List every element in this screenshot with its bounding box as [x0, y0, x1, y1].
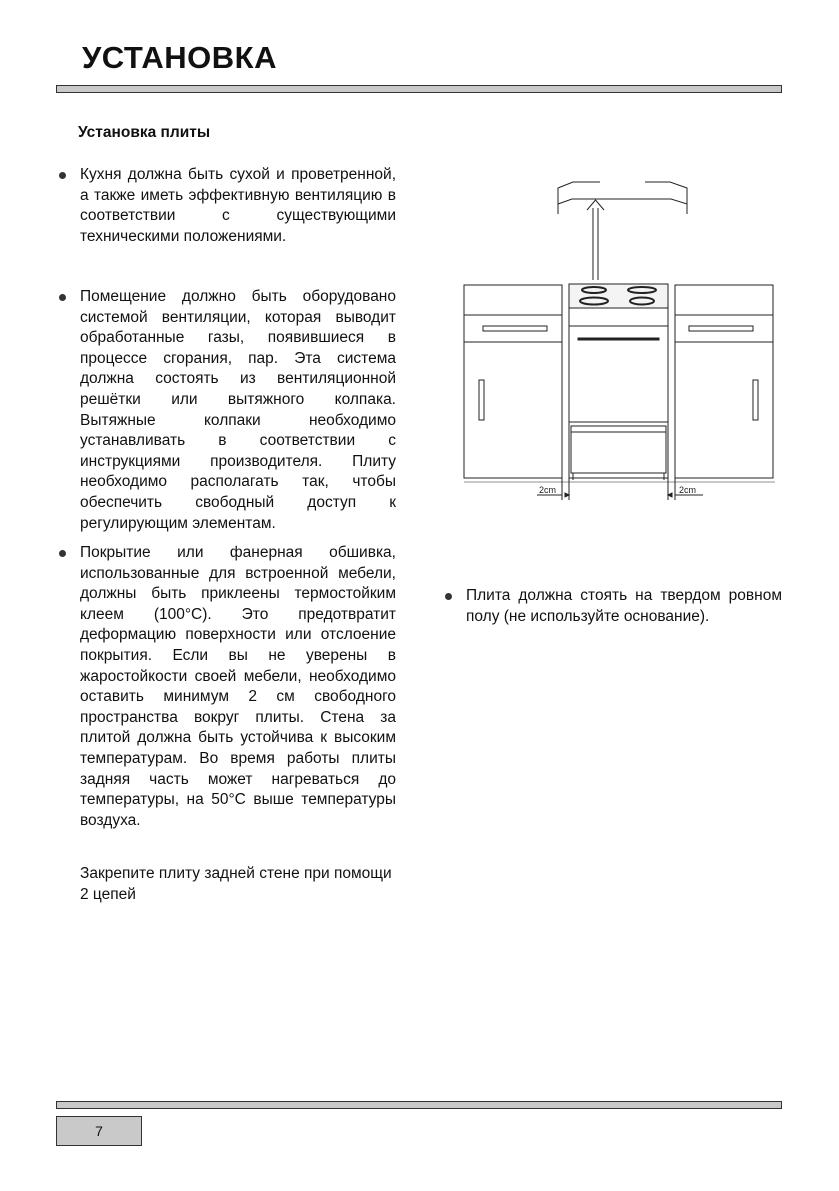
bullet-text: Плита должна стоять на твердом ровном полу (не используйте основание).	[466, 587, 782, 625]
right-cabinet	[675, 285, 773, 478]
bullet-item-kitchen	[80, 165, 396, 247]
bullet-item-floor	[466, 586, 782, 627]
bullet-text: Помещение должно быть оборудовано системой вентиляции, которая выводит обработанные газы, появившиеся в процессе сгорания, пар. Эта система должна состоять из вентиляционной решётки или вытяжного колпака. Вытяжные колпаки необходимо устанавливать в соответствии с инструкциями производителя. Плиту необходимо располагать так, чтобы обеспечить свободный доступ к регулирующим элементам.	[80, 288, 396, 532]
bullet-item-furniture	[80, 543, 396, 831]
page-number: 7	[56, 1116, 142, 1146]
page-title: УСТАНОВКА	[82, 40, 277, 75]
extractor-hood-icon	[558, 182, 687, 214]
installation-diagram	[455, 170, 785, 510]
bullet-dot-icon	[445, 593, 452, 600]
cooker-icon	[569, 284, 668, 480]
left-cabinet	[464, 285, 562, 478]
gap-dimension-markers	[464, 478, 775, 500]
bullet-dot-icon	[59, 172, 66, 179]
gap-right-label: 2cm	[679, 485, 697, 495]
section-subtitle: Установка плиты	[78, 124, 211, 141]
header-rule	[56, 85, 782, 93]
chain-fixing-paragraph: Закрепите плиту задней стене при помощи 2 цепей	[80, 865, 392, 903]
gap-left-label: 2cm	[539, 485, 557, 495]
bullet-text: Кухня должна быть сухой и проветренной, а также иметь эффективную вентиляцию в соответствии с существующими техническими положениями.	[80, 166, 396, 245]
cooker-between-cabinets-drawing	[455, 170, 785, 510]
bullet-text: Покрытие или фанерная обшивка, использованные для встроенной мебели, должны быть приклеены термостойким клеем (100°C). Это предотвратит деформацию поверхности или отслоение покрытия. Если вы не уверены в жаростойкости своей мебели, необходимо оставить минимум 2 см свободного пространства вокруг плиты. Стена за плитой должна быть устойчива к высоким температурам. Во время работы плиты задняя часть может нагреваться до температуры, на 50°C выше температуры воздуха.	[80, 544, 396, 829]
bullet-item-ventilation	[80, 287, 396, 534]
bullet-dot-icon	[59, 550, 66, 557]
footer-rule	[56, 1101, 782, 1109]
bullet-dot-icon	[59, 294, 66, 301]
vent-arrow-icon	[587, 200, 604, 280]
